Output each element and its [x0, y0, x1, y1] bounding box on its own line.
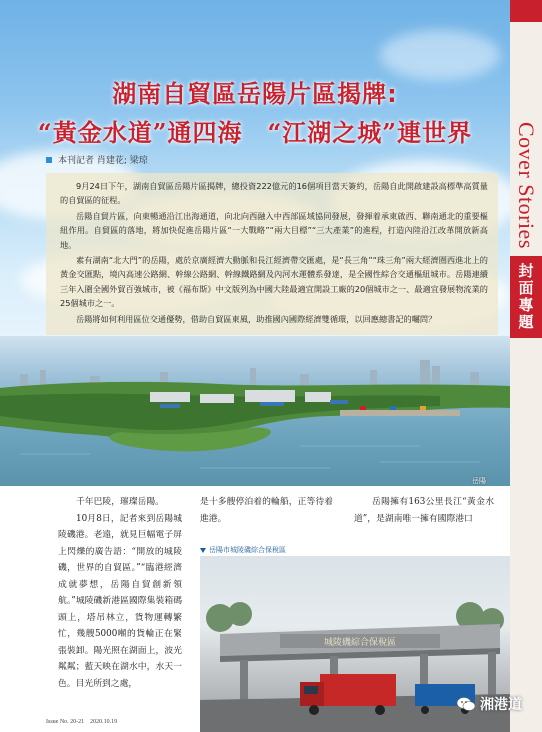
byline [46, 153, 148, 166]
lead-paragraph: 素有湖南“北大門”的岳陽，處於京廣經濟大動脈和長江經濟帶交匯處，是“長三角”“珠三角”兩大經濟圈西進北上的黃金交匯點，境內高速公路網、幹線公路網、幹線鐵路網及內河水運體系發達，是全國性綜合交通樞紐城市。岳陽連續三年入圍全國外貿百強城市，被《福布斯》中文版列為中國大陸最適宜開設工廠的20個城市之一、最適宜發展物流業的25個城市之一。 [60, 255, 488, 309]
lead-paragraph: 岳陽將如何利用區位交通優勢，借助自貿區東風，助推國內國際經濟雙循環，以回應總書記的囑問？ [76, 313, 437, 324]
headline: 湖南自貿區岳陽片區揭牌: [112, 80, 398, 108]
body-paragraph: 是十多艘停泊着的輪船，正等待着進港。 [200, 497, 333, 524]
watermark [456, 694, 522, 714]
aerial-photo-illustration [0, 336, 510, 486]
wechat-icon [456, 696, 476, 712]
lead-paragraph: 岳陽自貿片區，向東暢通沿江出海通道，向北向西融入中西部區域協同發展，發揮着承東啟西、聯南通北的重要樞紐作用。自貿區的落地，將加快促進岳陽片區“一大戰略”“兩大目標”“三大產業”的進程，打造內陸沿江改革開放新高地。 [60, 210, 488, 250]
sidebar-top-bar [510, 0, 542, 22]
body-paragraph: 岳陽擁有163公里長江“黃金水道”，是湖南唯一擁有國際港口 [354, 497, 494, 524]
body-paragraph: 10月8日，記者來到岳陽城陵磯港。老遠，就見巨幅電子屏上閃爍的廣告語：“開放的城陵磯，世界的自貿區。”“臨港經濟成就夢想，岳陽自貿創新領航。”城陵磯新港區國際集裝箱碼頭上，塔吊林立，貨物運轉繁忙，幾艘5000噸的貨輪正在緊張裝卸。陽光照在湖面上，波光粼粼；藍天映在湖水中，水天一色。目光所到之處， [58, 513, 182, 689]
body-paragraph: 千年巴陵，璀璨岳陽。 [76, 497, 164, 507]
watermark-text: 湘港道 [480, 697, 522, 713]
section-label-en: Cover Stories [514, 121, 539, 249]
inset-caption [200, 545, 286, 555]
body-column-2 [200, 494, 333, 527]
lead-box [46, 173, 498, 335]
issue-footer: Issue No. 20-21 2020.10.19 [46, 719, 118, 725]
byline-text: 本刊記者 肖建花; 梁琼 [58, 156, 148, 166]
inset-caption-text: 岳陽市城陵磯綜合保稅區 [209, 546, 286, 554]
aerial-photo [0, 336, 510, 486]
triangle-marker-icon [200, 548, 206, 553]
lead-paragraph: 9月24日下午，湖南自貿區岳陽片區揭牌，總投資222億元的16個項目當天簽約，岳陽自此開啟建設高標準高質量的自貿區的征程。 [60, 181, 488, 206]
photo-caption: 岳陽 [472, 477, 486, 485]
square-bullet-icon [46, 157, 52, 163]
subheadline: “黃金水道”通四海 “江湖之城”連世界 [37, 118, 473, 147]
body-column-3 [354, 494, 494, 527]
section-label-zh: 封面專題 [510, 256, 542, 338]
gate-sign-text: 城陵磯綜合保稅區 [323, 638, 397, 648]
body-column-1 [58, 494, 182, 692]
